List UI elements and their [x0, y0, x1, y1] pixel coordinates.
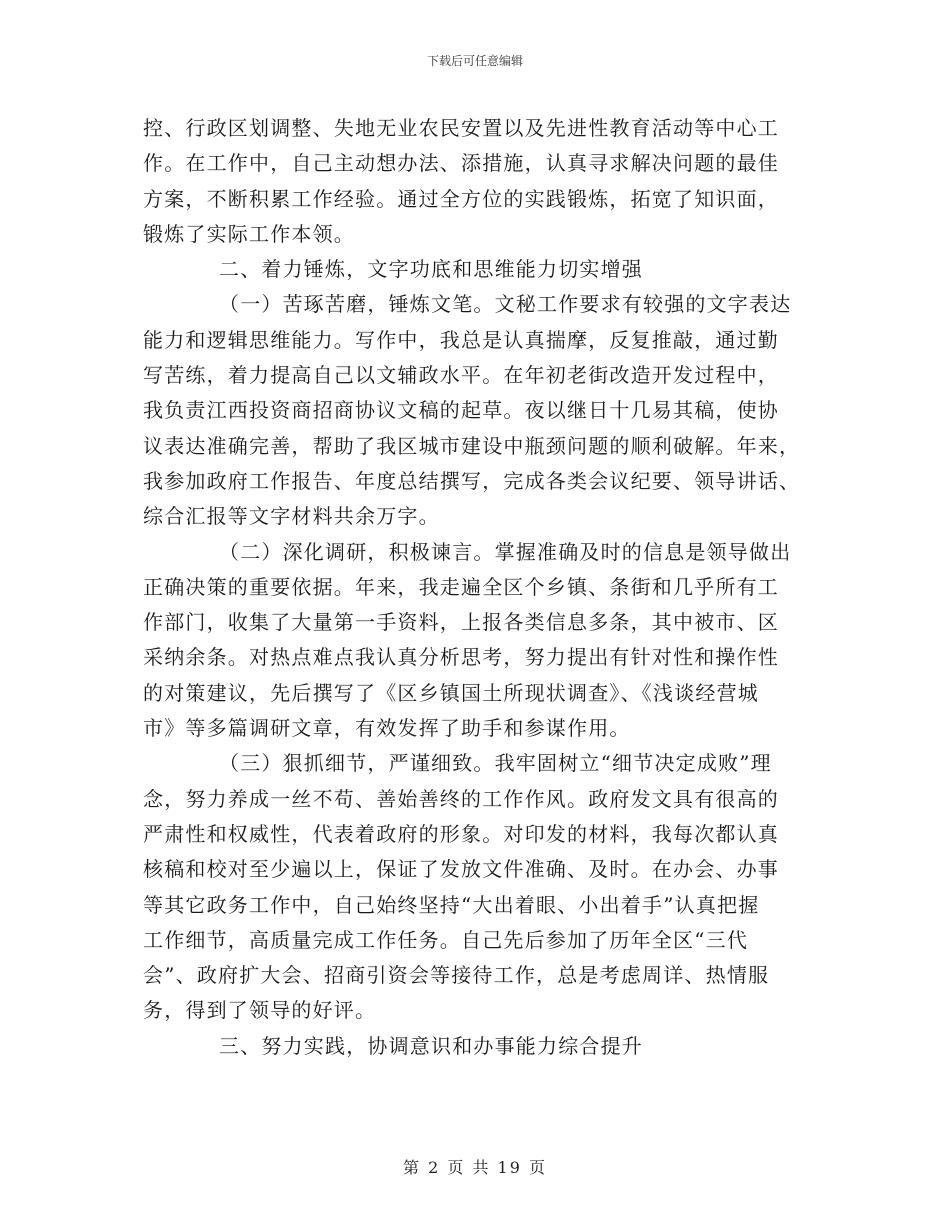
text-line: 综合汇报等文字材料共余万字。 [143, 504, 440, 529]
text-line: 核稿和校对至少遍以上，保证了发放文件准确、及时。在办会、办事 [143, 857, 779, 882]
text-line: 务，得到了领导的好评。 [143, 998, 377, 1023]
section-heading: 二、着力锤炼，文字功底和思维能力切实增强 [219, 257, 643, 282]
paragraph-sub-2 [143, 535, 808, 747]
text-line: 方案，不断积累工作经验。通过全方位的实践锻炼，拓宽了知识面， [143, 186, 779, 211]
text-line: 写苦练，着力提高自己以文辅政水平。在年初老街改造开发过程中， [143, 363, 779, 388]
paragraph-sub-1 [143, 287, 808, 534]
text-line: 正确决策的重要依据。年来，我走遍全区个乡镇、条街和几乎所有工 [143, 574, 779, 599]
document-body [143, 111, 808, 1064]
text-line: （三）狠抓细节，严谨细致。我牢固树立“细节决定成败”理 [219, 751, 772, 776]
text-line: 我负责江西投资商招商协议文稿的起草。夜以继日十几易其稿，使协 [143, 398, 779, 423]
paragraph-continuation [143, 111, 808, 252]
text-line: 等其它政务工作中，自己始终坚持“大出着眼、小出着手”认真把握 [143, 892, 760, 917]
text-line: 严肃性和权威性，代表着政府的形象。对印发的材料，我每次都认真 [143, 821, 779, 846]
text-line: 控、行政区划调整、失地无业农民安置以及先进性教育活动等中心工 [143, 116, 779, 140]
text-line: 我参加政府工作报告、年度总结撰写，完成各类会议纪要、领导讲话、 [143, 468, 801, 493]
section-heading-3 [143, 1029, 808, 1064]
header-note: 下载后可任意编辑 [426, 54, 523, 68]
text-line: 市》等多篇调研文章，有效发挥了助手和参谋作用。 [143, 716, 631, 741]
text-line: （二）深化调研，积极谏言。掌握准确及时的信息是领导做出 [219, 539, 792, 564]
text-line: 的对策建议，先后撰写了《区乡镇国土所现状调查》、《浅谈经营城 [143, 680, 759, 705]
text-line: 作。在工作中，自己主动想办法、添措施，认真寻求解决问题的最佳 [143, 151, 779, 176]
text-line: 会”、政府扩大会、招商引资会等接待工作，总是考虑周详、热情服 [143, 963, 770, 988]
paragraph-sub-3 [143, 746, 808, 1028]
text-line: （一）苦琢苦磨，锤炼文笔。文秘工作要求有较强的文字表达 [219, 292, 792, 317]
text-line: 锻炼了实际工作本领。 [143, 221, 355, 246]
text-line: 作部门，收集了大量第一手资料，上报各类信息多条，其中被市、区 [143, 610, 779, 635]
text-line: 采纳余条。对热点难点我认真分析思考，努力提出有针对性和操作性 [143, 645, 779, 670]
page-number: 第 2 页 共 19 页 [403, 1158, 547, 1177]
section-heading-2 [143, 252, 808, 287]
section-heading: 三、努力实践，协调意识和办事能力综合提升 [219, 1033, 643, 1058]
text-line: 能力和逻辑思维能力。写作中，我总是认真揣摩，反复推敲，通过勤 [143, 327, 779, 352]
text-line: 工作细节，高质量完成工作任务。自己先后参加了历年全区“三代 [143, 927, 749, 952]
text-line: 议表达准确完善，帮助了我区城市建设中瓶颈问题的顺利破解。年来， [143, 433, 801, 458]
text-line: 念，努力养成一丝不苟、善始善终的工作作风。政府发文具有很高的 [143, 786, 779, 811]
